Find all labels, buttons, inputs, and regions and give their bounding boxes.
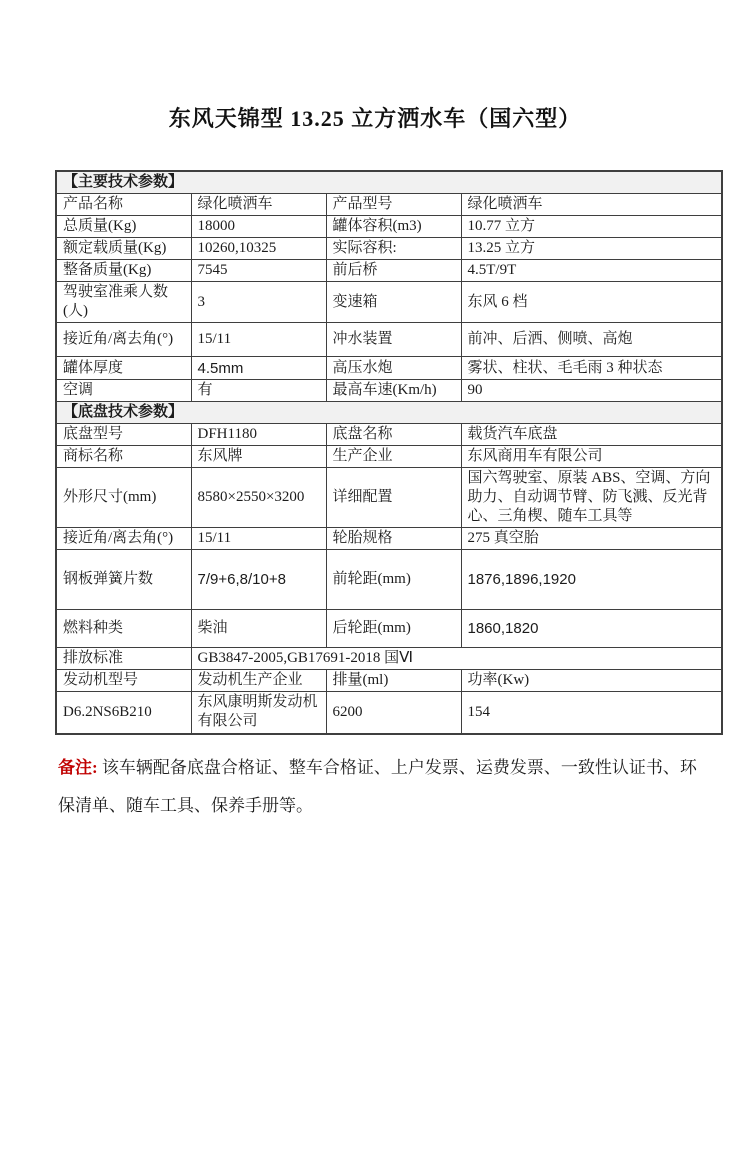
table-row [56,550,722,610]
cell-value: 7/9+6,8/10+8 [191,550,326,610]
remark-text: 该车辆配备底盘合格证、整车合格证、上户发票、运费发票、一致性认证书、环保清单、随车工具、保养手册等。 [58,757,697,815]
table-row [56,194,722,216]
table-row [56,468,722,528]
row-label: 商标名称 [56,446,191,468]
cell-value: 轮胎规格 [326,528,461,550]
table-row [56,692,722,734]
cell-value: 前冲、后洒、侧喷、高炮 [461,323,722,357]
cell-value: 13.25 立方 [461,238,722,260]
row-label: 产品名称 [56,194,191,216]
row-label: 排放标准 [56,648,191,670]
table-row [56,380,722,402]
cell-value: 6200 [326,692,461,734]
cell-value: 15/11 [191,323,326,357]
cell-value: DFH1180 [191,424,326,446]
row-label: D6.2NS6B210 [56,692,191,734]
table-row [56,260,722,282]
cell-value: 7545 [191,260,326,282]
row-label: 燃料种类 [56,610,191,648]
cell-value: 冲水装置 [326,323,461,357]
table-row [56,528,722,550]
cell-value: 东风牌 [191,446,326,468]
cell-value: 4.5mm [191,357,326,380]
cell-value: 罐体容积(m3) [326,216,461,238]
table-row [56,357,722,380]
section-header-cell: 【主要技术参数】 [56,171,722,194]
cell-value: 1860,1820 [461,610,722,648]
table-row [56,446,722,468]
row-label: 钢板弹簧片数 [56,550,191,610]
cell-value: 生产企业 [326,446,461,468]
spec-table [55,170,723,735]
cell-value: 10260,10325 [191,238,326,260]
remark [58,749,700,825]
cell-value: 变速箱 [326,282,461,323]
cell-value: 实际容积: [326,238,461,260]
cell-value: 排量(ml) [326,670,461,692]
cell-value: 东风 6 档 [461,282,722,323]
row-label: 总质量(Kg) [56,216,191,238]
cell-value: 8580×2550×3200 [191,468,326,528]
row-label: 额定载质量(Kg) [56,238,191,260]
cell-value: 国六驾驶室、原装 ABS、空调、方向助力、自动调节臂、防飞溅、反光背心、三角楔、随车工具等 [461,468,722,528]
section-header-cell: 【底盘技术参数】 [56,402,722,424]
cell-value: 产品型号 [326,194,461,216]
row-label: 整备质量(Kg) [56,260,191,282]
cell-value: 东风康明斯发动机有限公司 [191,692,326,734]
cell-value: 发动机生产企业 [191,670,326,692]
row-label: 驾驶室准乘人数(人) [56,282,191,323]
cell-value: 底盘名称 [326,424,461,446]
section-row [56,402,722,424]
cell-value: 雾状、柱状、毛毛雨 3 种状态 [461,357,722,380]
page-title: 东风天锦型 13.25 立方洒水车（国六型） [168,106,582,131]
cell-value: 详细配置 [326,468,461,528]
row-label: 空调 [56,380,191,402]
cell-value: 3 [191,282,326,323]
cell-value: 绿化喷洒车 [461,194,722,216]
cell-value: 4.5T/9T [461,260,722,282]
table-row [56,424,722,446]
cell-value: 10.77 立方 [461,216,722,238]
cell-value: 功率(Kw) [461,670,722,692]
cell-value: 154 [461,692,722,734]
cell-value: 东风商用车有限公司 [461,446,722,468]
cell-value: 高压水炮 [326,357,461,380]
row-label: 底盘型号 [56,424,191,446]
cell-value: 90 [461,380,722,402]
remark-label: 备注: [58,757,98,777]
cell-value: 有 [191,380,326,402]
table-row [56,670,722,692]
table-row [56,648,722,670]
cell-value: 275 真空胎 [461,528,722,550]
table-row [56,238,722,260]
row-label: 发动机型号 [56,670,191,692]
cell-value: 前后桥 [326,260,461,282]
table-row [56,323,722,357]
cell-value: 绿化喷洒车 [191,194,326,216]
cell-value: GB3847-2005,GB17691-2018 国Ⅵ [191,648,722,670]
cell-value: 后轮距(mm) [326,610,461,648]
table-row [56,610,722,648]
cell-value: 柴油 [191,610,326,648]
cell-value: 18000 [191,216,326,238]
cell-value: 载货汽车底盘 [461,424,722,446]
table-row [56,282,722,323]
row-label: 外形尺寸(mm) [56,468,191,528]
cell-value: 1876,1896,1920 [461,550,722,610]
cell-value: 最高车速(Km/h) [326,380,461,402]
row-label: 接近角/离去角(°) [56,323,191,357]
row-label: 接近角/离去角(°) [56,528,191,550]
section-row [56,171,722,194]
cell-value: 前轮距(mm) [326,550,461,610]
table-row [56,216,722,238]
cell-value: 15/11 [191,528,326,550]
row-label: 罐体厚度 [56,357,191,380]
